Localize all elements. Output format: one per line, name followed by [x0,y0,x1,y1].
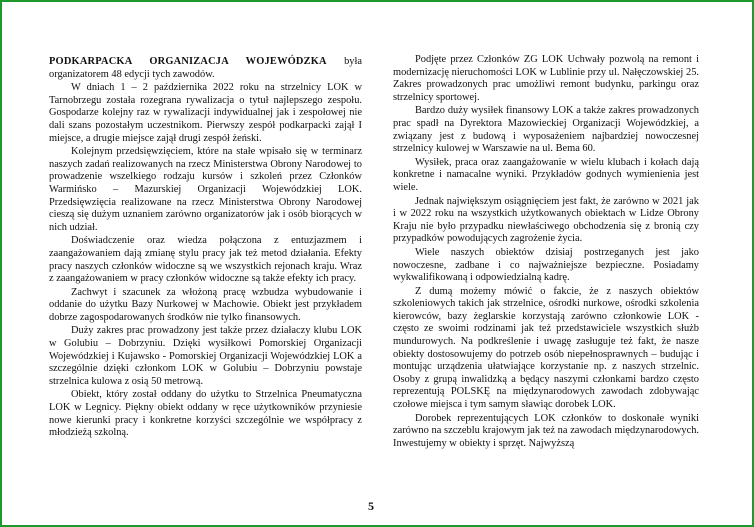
paragraph [49,56,362,81]
right-column [393,54,699,450]
paragraph: W dniach 1 – 2 października 2022 roku na strzelnicy LOK w Tarnobrzegu została rozegrana rywalizacja o tytuł najlepszego zespołu. Gospodarze kolejny raz w rywalizacji indywidualnej jak i zespołowej nie dali szans pozostałym uczestnikom. Pierwszy zespół podkarpacki zajął I miejsce, a drugie miejsce zajął drugi zespół żeński. [49,82,362,144]
organization-heading: PODKARPACKA ORGANIZACJA WOJEWÓDZKA [49,56,327,67]
paragraph: Dorobek reprezentujących LOK członków to doskonałe wyniki zarówno na szczeblu krajowym jak też na zawodach międzynarodowych. Inwestujemy w obiekty i sprzęt. Najwyższą [393,412,699,449]
paragraph-text: była organizatorem 48 edycji tych zawodów. [49,56,362,80]
paragraph: Wiele naszych obiektów dzisiaj postrzeganych jest jako nowoczesne, zadbane i co najważniejsze bezpieczne. Posiadamy wykwalifikowaną i odpowiedzialną kadrę. [393,246,699,284]
paragraph: Kolejnym przedsięwzięciem, które na stałe wpisało się w terminarz naszych zadań realizowanych na rzecz Ministerstwa Obrony Narodowej to prowadzenie wszelkiego rodzaju kursów i szkoleń przez Członków Warmińsko – Mazurskiej Organizacji Wojewódzkiej LOK. Przedsięwzięcia realizowane na rzecz Ministerstwa Obrony Narodowej cieszą się dużym uznaniem zarówno organizatorów jak i osób biorących w nich udział. [49,146,362,233]
paragraph: Podjęte przez Członków ZG LOK Uchwały pozwolą na remont i modernizację nieruchomości LOK w Lublinie przy ul. Nałęczowskiej 25. Zakres prowadzonych prac umożliwi remont budynku, parkingu oraz strzelnicy sportowej. [393,54,699,103]
paragraph: Jednak największym osiągnięciem jest fakt, że zarówno w 2021 jak i w 2022 roku na wszystkich użytkowanych obiektach w Lidze Obrony Kraju nie było przypadku niewłaściwego obchodzenia się z bronią czy przypadków powodujących zagrożenie życia. [393,195,699,245]
page-number: 5 [368,499,374,513]
paragraph: Obiekt, który został oddany do użytku to Strzelnica Pneumatyczna LOK w Legnicy. Piękny obiekt oddany w ręce użytkowników przyniesie nowe kierunki pracy i konkretne korzyści szczególnie we współpracy z młodzieżą szkolną. [49,389,362,439]
left-column [49,56,362,440]
paragraph: Bardzo duży wysiłek finansowy LOK a także zakres prowadzonych prac spadł na Dyrektora Mazowieckiej Organizacji Wojewódzkiej, a związany jest z budową i wyposażeniem najbardziej nowoczesnej strzelnicy kulowej w Warszawie na ul. Bema 60. [393,105,699,155]
paragraph: Zachwyt i szacunek za włożoną pracę wzbudza wybudowanie i oddanie do użytku Bazy Nurkowej w Machowie. Obiekt jest przykładem dobrze zagospodarowanych środków nie tylko finansowych. [49,286,362,323]
paragraph: Wysiłek, praca oraz zaangażowanie w wielu klubach i kołach dają konkretne i namacalne wyniki. Przykładów godnych wymienienia jest wiele. [393,156,699,193]
paragraph: Duży zakres prac prowadzony jest także przez działaczy klubu LOK w Golubiu – Dobrzyniu. Dzięki wysiłkowi Pomorskiej Organizacji Wojewódzkiej i Kujawsko - Pomorskiej Organizacji Wojewódzkiej LOK a szczególnie dzięki członkom LOK w Golubiu – Dobrzyniu powstaje strzelnica kulowa z osią 50 metrową. [49,325,362,387]
paragraph: Z dumą możemy mówić o fakcie, że z naszych obiektów szkoleniowych takich jak strzelnice, ośrodki nurkowe, ośrodki szkolenia kierowców, bazy żeglarskie korzystają zarówno członkowie LOK - często ze swoimi rodzinami jak też przedstawiciele wszystkich służb mundurowych. Na podkreślenie i uwagę zasługuje też fakt, że nasze obiekty dostosowujemy do potrzeb osób niepełnosprawnych – budując i montując urządzenia ułatwiające korzystanie np. z naszych strzelnic. Osoby z grupą inwalidzką a będący naszymi członkami bardzo często reprezentują POLSKĘ na międzynarodowych zawodach zdobywając czołowe miejsca i tym samym sławiąc dorobek LOK. [393,285,699,411]
paragraph: Doświadczenie oraz wiedza połączona z entuzjazmem i zaangażowaniem dają zmianę stylu pracy jak też metod działania. Efekty pracy naszych członków widoczne są we wszystkich rejonach kraju. Wraz z zaangażowaniem w pracy członków widoczne są także efekty ich pracy. [49,235,362,285]
